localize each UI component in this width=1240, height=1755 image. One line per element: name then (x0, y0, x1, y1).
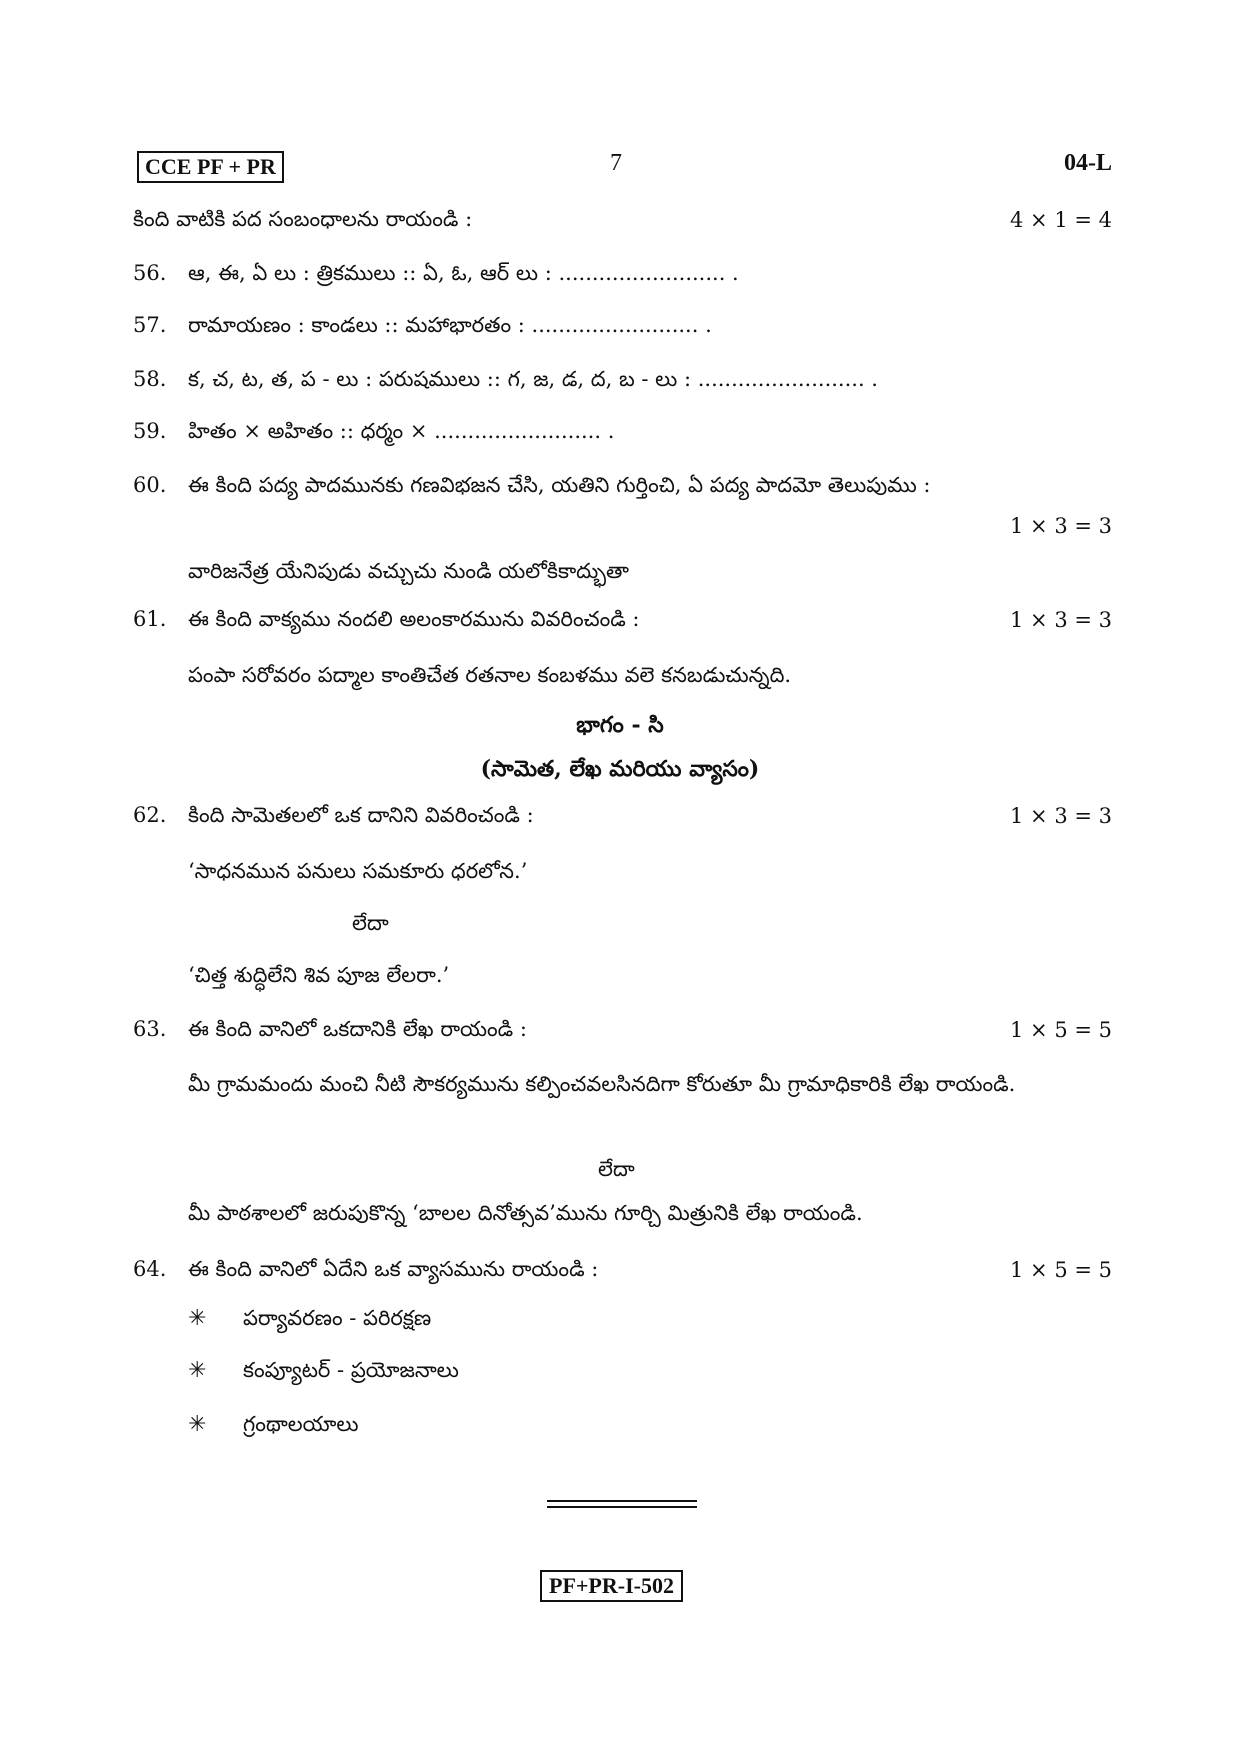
question-text: ఈ కింది వానిలో ఒకదానికి లేఖ రాయండి : (188, 1017, 527, 1041)
letter-option-a: మీ గ్రామమందు మంచి నీటి సౌకర్యమును కల్పించవలసినదిగా కోరుతూ మీ గ్రామాధికారికి లేఖ రాయండి. (188, 1072, 1016, 1096)
or-separator: లేదా (352, 911, 389, 935)
proverb-text: ‘సాధనమున పనులు సమకూరు ధరలోన.’ (188, 859, 528, 883)
question-60-marks: 1 × 3 = 3 (1010, 514, 1112, 538)
question-64-marks: 1 × 5 = 5 (1010, 1258, 1112, 1282)
question-number: 63. (133, 1017, 167, 1041)
question-61-marks: 1 × 3 = 3 (1010, 608, 1112, 632)
end-rule (547, 1500, 697, 1502)
question-text: ఆ, ఈ, ఏ లు : త్రికములు :: ఏ, ఓ, ఆర్ లు : ......................... . (188, 261, 739, 285)
question-number: 58. (133, 367, 167, 391)
footer-code-box: PF+PR-I-502 (540, 1570, 683, 1602)
instruction-text: కింది వాటికి పద సంబంధాలను రాయండి : (133, 207, 473, 231)
question-text: క, చ, ట, త, ప - లు : పరుషములు :: గ, జ, డ, ద, బ - లు : ......................... . (188, 367, 878, 391)
question-number: 56. (133, 261, 167, 285)
essay-topic: పర్యావరణం - పరిరక్షణ (243, 1306, 432, 1330)
question-text: ఈ కింది పద్య పాదమునకు గణవిభజన చేసి, యతిని గుర్తించి, ఏ పద్య పాదమో తెలుపుము : (188, 473, 931, 497)
question-text: హితం × అహితం :: ధర్మం × ......................... . (188, 419, 615, 443)
exam-code-box: CCE PF + PR (137, 151, 284, 183)
question-62-marks: 1 × 3 = 3 (1010, 804, 1112, 828)
section-title: భాగం - సి (576, 712, 664, 738)
question-number: 62. (133, 803, 167, 827)
question-number: 59. (133, 419, 167, 443)
or-separator: లేదా (598, 1157, 635, 1181)
question-text: కింది సామెతలలో ఒక దానిని వివరించండి : (188, 803, 534, 827)
question-text: ఈ కింది వాక్యము నందలి అలంకారమును వివరించండి : (188, 607, 640, 631)
proverb-text: ‘చిత్త శుద్ధిలేని శివ పూజ లేలరా.’ (188, 963, 450, 987)
question-number: 60. (133, 473, 167, 497)
question-text: ఈ కింది వానిలో ఏదేని ఒక వ్యాసమును రాయండి : (188, 1257, 599, 1281)
section-subtitle: (సామెత, లేఖ మరియు వ్యాసం) (480, 756, 760, 782)
question-number: 64. (133, 1257, 167, 1281)
letter-text: మీ పాఠశాలలో జరుపుకొన్న ‘బాలల దినోత్సవ’మును గూర్చి మిత్రునికి లేఖ రాయండి. (188, 1201, 863, 1225)
asterisk-icon: ✳ (188, 1412, 207, 1437)
sentence-text: పంపా సరోవరం పద్మాల కాంతిచేత రతనాల కంబళము వలె కనబడుచున్నది. (188, 663, 792, 687)
question-number: 61. (133, 607, 167, 631)
asterisk-icon: ✳ (188, 1358, 207, 1383)
asterisk-icon: ✳ (188, 1306, 207, 1331)
instruction-marks: 4 × 1 = 4 (1010, 208, 1112, 232)
question-63-marks: 1 × 5 = 5 (1010, 1018, 1112, 1042)
verse-text: వారిజనేత్ర యేనిపుడు వచ్చుచు నుండి యలోకికాద్భుతా (188, 559, 630, 583)
question-text: రామాయణం : కాండలు :: మహాభారతం : ......................... . (188, 313, 712, 337)
essay-topic: గ్రంథాలయాలు (243, 1412, 359, 1436)
essay-topic: కంప్యూటర్ - ప్రయోజనాలు (243, 1358, 459, 1382)
paper-code: 04-L (1064, 150, 1112, 176)
question-number: 57. (133, 313, 167, 337)
page-number: 7 (610, 150, 622, 176)
end-rule (547, 1506, 697, 1508)
